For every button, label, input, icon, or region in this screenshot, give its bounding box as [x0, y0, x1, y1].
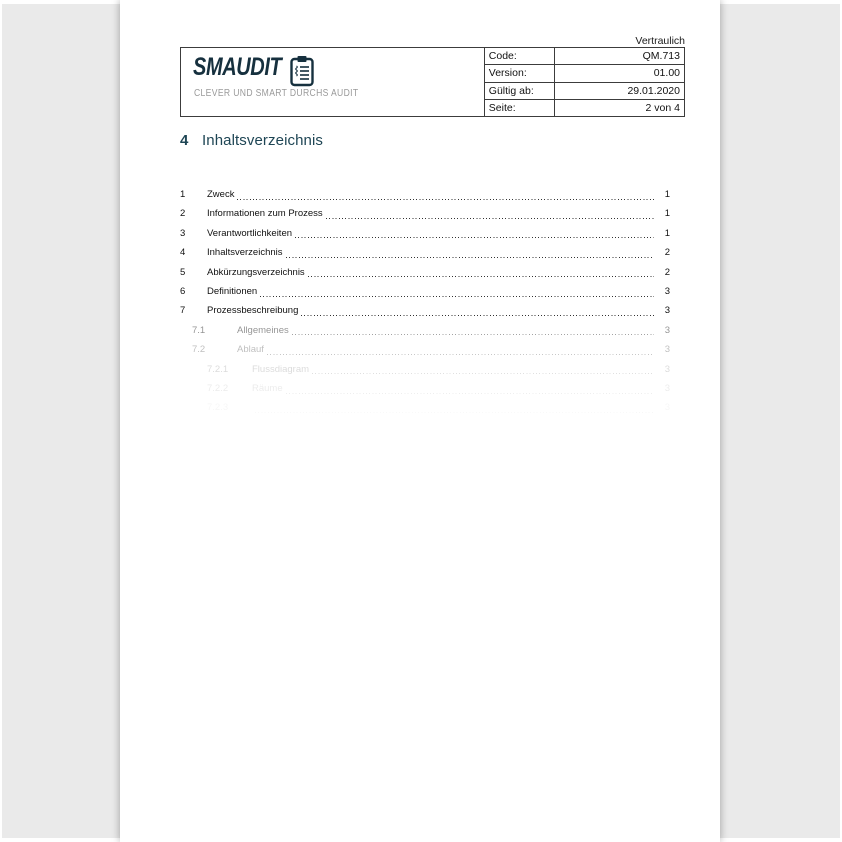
- toc-entry-label: Zweck: [207, 189, 235, 200]
- toc-dot-leader: [254, 398, 654, 417]
- meta-label: Seite:: [485, 100, 555, 116]
- confidential-label: Vertraulich: [635, 35, 685, 47]
- toc-entry-page: 2: [664, 266, 670, 278]
- document-page: [120, 0, 720, 842]
- toc-entry-label: Ablauf: [237, 344, 264, 356]
- toc-entry[interactable]: [180, 282, 670, 301]
- meta-label: Version:: [485, 65, 555, 81]
- toc-dot-leader: [291, 321, 654, 340]
- brand-wordmark: SMAUDIT: [193, 53, 282, 81]
- toc-dot-leader: [236, 185, 654, 204]
- toc-entry-page: 3: [664, 324, 670, 336]
- toc-entry-page: 3: [664, 363, 670, 375]
- toc-entry-label: Verantwortlichkeiten: [207, 227, 293, 239]
- toc-entry[interactable]: [180, 204, 670, 223]
- meta-row: [485, 65, 684, 82]
- toc-entry-label: Allgemeines: [237, 324, 289, 336]
- toc-dot-leader: [266, 340, 654, 359]
- clipboard-icon: [289, 55, 315, 92]
- toc-entry[interactable]: [180, 340, 670, 359]
- brand-tagline: CLEVER UND SMART DURCHS AUDIT: [194, 88, 359, 99]
- toc-entry-page: 2: [664, 247, 670, 259]
- section-heading-number: 4: [180, 132, 189, 149]
- toc-entry-number: 3: [180, 227, 186, 239]
- section-heading-text: Inhaltsverzeichnis: [202, 132, 324, 149]
- meta-value: 01.00: [653, 67, 680, 80]
- toc-entry-number: 7.2.1: [207, 363, 229, 375]
- toc-entry-number: 2: [180, 208, 186, 220]
- toc-entry-label: Definitionen: [207, 285, 258, 297]
- toc-entry[interactable]: [180, 185, 670, 204]
- toc-entry-label: Informationen zum Prozess: [207, 208, 323, 220]
- toc-entry-page: 1: [664, 189, 670, 200]
- toc-entry-page: 3: [664, 305, 670, 317]
- toc-entry[interactable]: [180, 243, 670, 262]
- toc-dot-leader: [259, 282, 654, 301]
- toc-entry-page: 1: [664, 227, 670, 239]
- toc-entry[interactable]: [180, 263, 670, 282]
- toc-entry-page: 3: [664, 285, 670, 297]
- toc-dot-leader: [325, 204, 654, 223]
- toc-entry-number: 1: [180, 189, 186, 200]
- toc-entry[interactable]: [180, 301, 670, 320]
- toc-entry-page: 1: [664, 208, 670, 220]
- toc-dot-leader: [285, 243, 654, 262]
- meta-grid: [485, 48, 684, 116]
- toc-entry-label: Flussdiagram: [252, 363, 310, 375]
- logo: [193, 54, 315, 92]
- meta-label: Gültig ab:: [485, 83, 555, 99]
- section-heading: [180, 132, 323, 149]
- toc-entry-number: 5: [180, 266, 186, 278]
- toc-entry[interactable]: [180, 224, 670, 243]
- toc-entry[interactable]: [180, 321, 670, 340]
- meta-row: [485, 100, 684, 116]
- toc-entry[interactable]: [180, 398, 670, 417]
- toc-entry-page: 3: [664, 382, 670, 394]
- toc-entry-number: 7: [180, 305, 186, 317]
- meta-row: [485, 48, 684, 65]
- toc-entry-label: Räume: [252, 382, 283, 394]
- toc-entry-label: Inhaltsverzeichnis: [207, 247, 283, 259]
- meta-value: 2 von 4: [645, 101, 680, 114]
- toc-list: [180, 185, 670, 418]
- toc-entry-number: 7.1: [192, 324, 206, 336]
- toc-entry-number: 7.2: [192, 344, 206, 356]
- toc-entry-number: [207, 398, 252, 417]
- toc-entry-number: 6: [180, 285, 186, 297]
- toc-dot-leader: [307, 263, 654, 282]
- toc-entry-page: 3: [664, 344, 670, 356]
- toc-entry[interactable]: [180, 379, 670, 398]
- meta-label: Code:: [485, 48, 555, 64]
- toc-entry-page: [656, 398, 670, 417]
- meta-value: 29.01.2020: [627, 84, 680, 97]
- toc-dot-leader: [311, 360, 654, 379]
- meta-value: QM.713: [642, 50, 680, 63]
- document-header-table: [180, 47, 685, 117]
- logo-cell: [181, 48, 485, 116]
- toc-dot-leader: [294, 224, 654, 243]
- meta-row: [485, 83, 684, 100]
- toc-entry-label: Abkürzungsverzeichnis: [207, 266, 305, 278]
- toc-dot-leader: [300, 301, 654, 320]
- toc-entry-number: 7.2.2: [207, 382, 229, 394]
- toc-entry-label: Prozessbeschreibung: [207, 305, 299, 317]
- toc-entry[interactable]: [180, 360, 670, 379]
- toc-dot-leader: [285, 379, 654, 398]
- toc-entry-number: 4: [180, 247, 186, 259]
